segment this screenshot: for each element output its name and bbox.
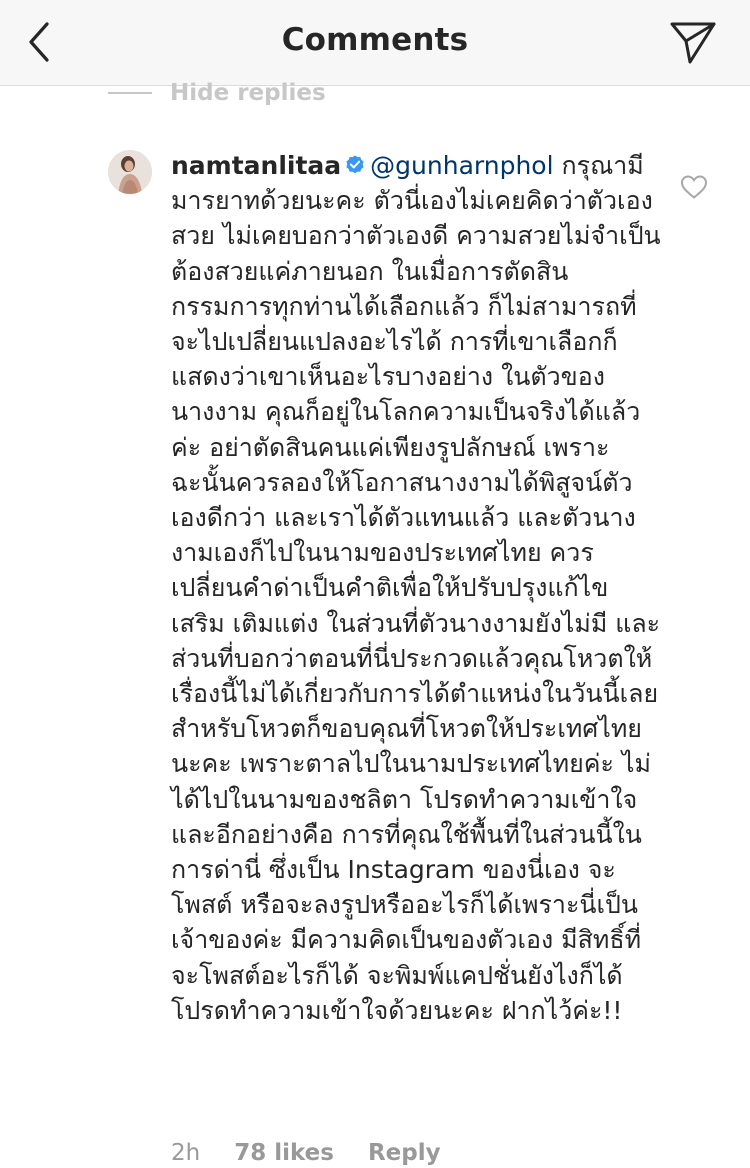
verified-badge-icon: [344, 154, 366, 176]
paper-plane-icon: [668, 18, 720, 66]
likes-count[interactable]: 78 likes: [234, 1140, 334, 1166]
hide-replies-button[interactable]: [108, 78, 326, 108]
avatar[interactable]: [108, 150, 152, 194]
comment-text: กรุณามีมารยาทด้วยนะคะ ตัวนี่เองไม่เคยคิดว่าตัวเองสวย ไม่เคยบอกว่าตัวเองดี ความสวยไม่จำเป็นต้องสวยแค่ภายนอก ในเมื่อการตัดสินกรรมการทุกท่านได้เลือกแล้ว ก็ไม่สามารถที่จะไปเปลี่ยนแปลงอะไรได้ การที่เขาเลือกก็แสดงว่าเขาเห็นอะไรบางอย่าง ในตัวของนางงาม คุณก็อยู่ในโลกความเป็นจริงได้แล้วค่ะ อย่าตัดสินคนแค่เพียงรูปลักษณ์ เพราะฉะนั้นควรลองให้โอกาสนางงามได้พิสูจน์ตัวเองดีกว่า และเราได้ตัวแทนแล้ว และตัวนางงามเองก็ไปในนามของประเทศไทย ควรเปลี่ยนคำด่าเป็นคำติเพื่อให้ปรับปรุงแก้ไข เสริม เติมแต่ง ในส่วนที่ตัวนางงามยังไม่มี และส่วนที่บอกว่าตอนที่นี่ประกวดแล้วคุณโหวตให้ เรื่องนี้ไม่ได้เกี่ยวกับการได้ตำแหน่งในวันนี้เลย สำหรับโหวตก็ขอบคุณที่โหวตให้ประเทศไทยนะคะ เพราะตาลไปในนามประเทศไทยค่ะ ไม่ได้ไปในนามของชลิตา โปรดทำความเข้าใจ และอีกอย่างคือ การที่คุณใช้พื้นที่ในส่วนนี้ในการด่านี่ ซึ่งเป็น Instagram ของนี่เอง จะโพสต์ หรือจะลงรูปหรืออะไรก็ได้เพราะนี่เป็นเจ้าของค่ะ มีความคิดเป็นของตัวเอง มีสิทธิ์ที่จะโพสต์อะไรก็ได้ จะพิมพ์แคปชั่นยังไงก็ได้ โปรดทำความเข้าใจด้วยนะคะ ฝากไว้ค่ะ!!: [171, 151, 661, 1025]
comment-username[interactable]: namtanlitaa: [171, 151, 342, 180]
divider-line: [108, 92, 152, 94]
comment-timestamp: 2h: [171, 1140, 201, 1166]
heart-outline-icon: [680, 174, 708, 200]
reply-button[interactable]: Reply: [367, 1140, 441, 1166]
share-button[interactable]: [668, 18, 720, 66]
header-bar: [0, 0, 750, 86]
hide-replies-label: Hide replies: [170, 80, 326, 106]
comment-body: [171, 148, 661, 1028]
like-button[interactable]: [680, 174, 708, 200]
comment-meta: [171, 1138, 441, 1168]
page-title: Comments: [281, 22, 469, 58]
mention-link[interactable]: @gunharnphol: [370, 151, 554, 180]
avatar-image: [108, 150, 152, 194]
